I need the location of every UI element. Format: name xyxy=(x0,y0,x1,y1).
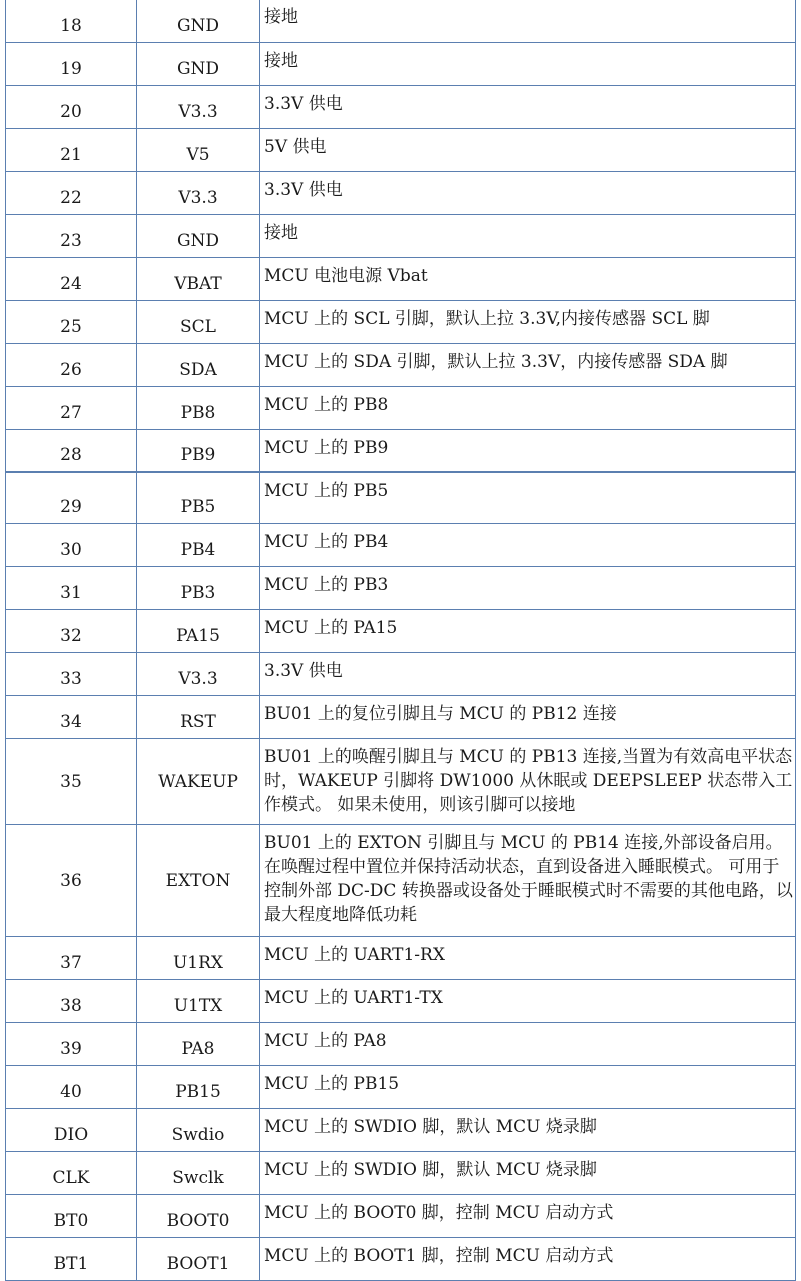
table-row xyxy=(6,0,796,43)
pin-number-cell: 23 xyxy=(6,215,137,258)
table-row xyxy=(6,129,796,172)
pin-desc-cell: MCU 上的 BOOT1 脚，控制 MCU 启动方式 xyxy=(260,1238,796,1281)
pin-number-cell: 34 xyxy=(6,696,137,739)
pin-desc-cell: MCU 电池电源 Vbat xyxy=(260,258,796,301)
pin-name-cell: PA8 xyxy=(137,1023,260,1066)
pin-number-cell: 20 xyxy=(6,86,137,129)
pin-number-cell: 33 xyxy=(6,653,137,696)
pin-desc-cell: BU01 上的唤醒引脚且与 MCU 的 PB13 连接,当置为有效高电平状态时，WAKEUP 引脚将 DW1000 从休眠或 DEEPSLEEP 状态带入工作模式。 如果未使用，则该引脚可以接地 xyxy=(260,739,796,825)
pin-name-cell: V3.3 xyxy=(137,172,260,215)
pin-name-cell: SDA xyxy=(137,344,260,387)
table-row xyxy=(6,825,796,937)
pin-desc-cell: MCU 上的 PB8 xyxy=(260,387,796,430)
pin-desc-cell: 接地 xyxy=(260,215,796,258)
table-row xyxy=(6,1238,796,1281)
pin-name-cell: SCL xyxy=(137,301,260,344)
table-row xyxy=(6,387,796,430)
pin-name-cell: V5 xyxy=(137,129,260,172)
table-row xyxy=(6,430,796,472)
pin-desc-cell: 3.3V 供电 xyxy=(260,653,796,696)
pin-name-cell: VBAT xyxy=(137,258,260,301)
pin-desc-cell: 3.3V 供电 xyxy=(260,172,796,215)
pin-desc-cell: 接地 xyxy=(260,0,796,43)
table-row xyxy=(6,653,796,696)
pin-desc-cell: MCU 上的 PA15 xyxy=(260,610,796,653)
pin-number-cell: 39 xyxy=(6,1023,137,1066)
pin-name-cell: GND xyxy=(137,0,260,43)
pin-name-cell: WAKEUP xyxy=(137,739,260,825)
pin-number-cell: 32 xyxy=(6,610,137,653)
pin-name-cell: EXTON xyxy=(137,825,260,937)
pin-desc-cell: BU01 上的 EXTON 引脚且与 MCU 的 PB14 连接,外部设备启用。在唤醒过程中置位并保持活动状态，直到设备进入睡眠模式。 可用于控制外部 DC-DC 转换器或设备处于睡眠模式时不需要的其他电路，以最大程度地降低功耗 xyxy=(260,825,796,937)
table-row xyxy=(6,301,796,344)
pin-table xyxy=(5,0,796,1281)
pin-desc-cell: MCU 上的 SCL 引脚，默认上拉 3.3V,内接传感器 SCL 脚 xyxy=(260,301,796,344)
pin-desc-cell: MCU 上的 SWDIO 脚，默认 MCU 烧录脚 xyxy=(260,1109,796,1152)
pin-name-cell: U1TX xyxy=(137,980,260,1023)
table-row xyxy=(6,524,796,567)
table-row xyxy=(6,1109,796,1152)
pin-desc-cell: MCU 上的 UART1-TX xyxy=(260,980,796,1023)
pin-number-cell: BT0 xyxy=(6,1195,137,1238)
pin-name-cell: PB3 xyxy=(137,567,260,610)
pin-name-cell: PB9 xyxy=(137,430,260,472)
table-row xyxy=(6,472,796,524)
pin-name-cell: RST xyxy=(137,696,260,739)
table-row xyxy=(6,739,796,825)
pin-name-cell: V3.3 xyxy=(137,86,260,129)
pin-number-cell: 21 xyxy=(6,129,137,172)
pin-number-cell: 26 xyxy=(6,344,137,387)
table-row xyxy=(6,696,796,739)
pin-number-cell: 25 xyxy=(6,301,137,344)
pin-desc-cell: 3.3V 供电 xyxy=(260,86,796,129)
pin-number-cell: 29 xyxy=(6,472,137,524)
pin-name-cell: PB8 xyxy=(137,387,260,430)
pin-desc-cell: MCU 上的 UART1-RX xyxy=(260,937,796,980)
pin-name-cell: PB4 xyxy=(137,524,260,567)
table-row xyxy=(6,937,796,980)
table-row xyxy=(6,215,796,258)
table-row xyxy=(6,1066,796,1109)
table-row xyxy=(6,344,796,387)
pin-number-cell: 22 xyxy=(6,172,137,215)
pin-number-cell: 37 xyxy=(6,937,137,980)
table-row xyxy=(6,1023,796,1066)
pin-number-cell: BT1 xyxy=(6,1238,137,1281)
pin-desc-cell: 接地 xyxy=(260,43,796,86)
table-row xyxy=(6,43,796,86)
pin-name-cell: Swdio xyxy=(137,1109,260,1152)
pin-number-cell: 35 xyxy=(6,739,137,825)
pin-number-cell: 27 xyxy=(6,387,137,430)
pin-desc-cell: MCU 上的 PB4 xyxy=(260,524,796,567)
pin-name-cell: PA15 xyxy=(137,610,260,653)
pin-name-cell: Swclk xyxy=(137,1152,260,1195)
pin-desc-cell: MCU 上的 PB9 xyxy=(260,430,796,472)
pin-desc-cell: MCU 上的 PB15 xyxy=(260,1066,796,1109)
pin-number-cell: 36 xyxy=(6,825,137,937)
pin-name-cell: V3.3 xyxy=(137,653,260,696)
pin-number-cell: 24 xyxy=(6,258,137,301)
table-row xyxy=(6,567,796,610)
table-row xyxy=(6,172,796,215)
pin-desc-cell: MCU 上的 PB3 xyxy=(260,567,796,610)
pin-name-cell: BOOT1 xyxy=(137,1238,260,1281)
pin-desc-cell: MCU 上的 PB5 xyxy=(260,472,796,524)
pin-name-cell: PB5 xyxy=(137,472,260,524)
table-row xyxy=(6,1152,796,1195)
table-row xyxy=(6,980,796,1023)
pin-desc-cell: 5V 供电 xyxy=(260,129,796,172)
pin-number-cell: 38 xyxy=(6,980,137,1023)
pin-number-cell: 28 xyxy=(6,430,137,472)
pin-desc-cell: MCU 上的 SWDIO 脚，默认 MCU 烧录脚 xyxy=(260,1152,796,1195)
table-row xyxy=(6,1195,796,1238)
pin-number-cell: DIO xyxy=(6,1109,137,1152)
pin-number-cell: 30 xyxy=(6,524,137,567)
table-row xyxy=(6,258,796,301)
pin-name-cell: GND xyxy=(137,43,260,86)
pin-desc-cell: MCU 上的 PA8 xyxy=(260,1023,796,1066)
table-row xyxy=(6,86,796,129)
pin-desc-cell: BU01 上的复位引脚且与 MCU 的 PB12 连接 xyxy=(260,696,796,739)
pin-name-cell: GND xyxy=(137,215,260,258)
pin-name-cell: PB15 xyxy=(137,1066,260,1109)
pin-number-cell: 31 xyxy=(6,567,137,610)
pin-name-cell: BOOT0 xyxy=(137,1195,260,1238)
pin-number-cell: 18 xyxy=(6,0,137,43)
pin-number-cell: 19 xyxy=(6,43,137,86)
pin-number-cell: 40 xyxy=(6,1066,137,1109)
pin-name-cell: U1RX xyxy=(137,937,260,980)
pin-desc-cell: MCU 上的 BOOT0 脚，控制 MCU 启动方式 xyxy=(260,1195,796,1238)
table-row xyxy=(6,610,796,653)
pin-number-cell: CLK xyxy=(6,1152,137,1195)
pin-desc-cell: MCU 上的 SDA 引脚，默认上拉 3.3V，内接传感器 SDA 脚 xyxy=(260,344,796,387)
